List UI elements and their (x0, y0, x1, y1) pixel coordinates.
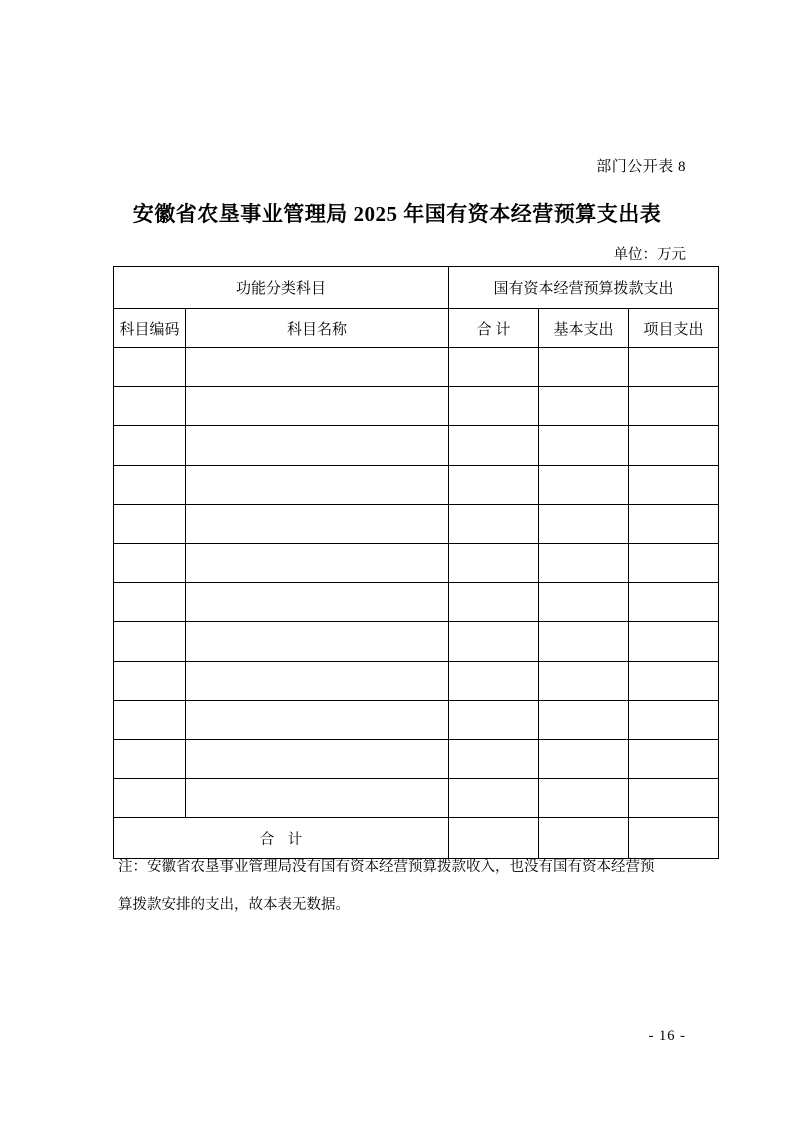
column-header-name: 科目名称 (186, 309, 449, 348)
cell-total (449, 387, 539, 426)
table-row (114, 622, 719, 661)
cell-code (114, 543, 186, 582)
cell-basic (539, 426, 629, 465)
table-row (114, 779, 719, 818)
table-row (114, 543, 719, 582)
cell-basic (539, 583, 629, 622)
cell-project (629, 739, 719, 778)
cell-total (449, 504, 539, 543)
table-row (114, 387, 719, 426)
note-line-1: 注：安徽省农垦事业管理局没有国有资本经营预算拨款收入，也没有国有资本经营预 (118, 859, 655, 875)
cell-project (629, 661, 719, 700)
cell-project (629, 700, 719, 739)
cell-name (186, 465, 449, 504)
cell-project (629, 583, 719, 622)
cell-name (186, 622, 449, 661)
total-row-label: 合 计 (114, 818, 449, 859)
column-header-total: 合 计 (449, 309, 539, 348)
cell-name (186, 504, 449, 543)
table-header-row (114, 309, 719, 348)
table-note (118, 848, 722, 924)
unit-label: 单位：万元 (613, 247, 686, 263)
cell-project (629, 622, 719, 661)
cell-project (629, 543, 719, 582)
cell-code (114, 661, 186, 700)
table-row (114, 465, 719, 504)
cell-name (186, 387, 449, 426)
cell-code (114, 504, 186, 543)
cell-name (186, 543, 449, 582)
cell-basic (539, 543, 629, 582)
budget-table (113, 266, 719, 859)
cell-total (449, 583, 539, 622)
cell-code (114, 348, 186, 387)
cell-name (186, 426, 449, 465)
page-number: - 16 - (648, 1028, 686, 1044)
table-row (114, 583, 719, 622)
cell-basic (539, 387, 629, 426)
table-row (114, 739, 719, 778)
cell-basic (539, 504, 629, 543)
cell-basic (539, 348, 629, 387)
cell-code (114, 465, 186, 504)
cell-total (449, 661, 539, 700)
group-header-state-capital-expenditure: 国有资本经营预算拨款支出 (449, 267, 719, 309)
cell-code (114, 779, 186, 818)
cell-basic (539, 661, 629, 700)
cell-code (114, 622, 186, 661)
cell-project (629, 465, 719, 504)
table-group-header-row (114, 267, 719, 309)
cell-total (449, 700, 539, 739)
cell-name (186, 661, 449, 700)
cell-project (629, 779, 719, 818)
cell-name (186, 583, 449, 622)
cell-project (629, 504, 719, 543)
cell-code (114, 583, 186, 622)
cell-total (449, 779, 539, 818)
cell-code (114, 739, 186, 778)
cell-project (629, 348, 719, 387)
cell-basic (539, 739, 629, 778)
cell-total (449, 465, 539, 504)
table-row (114, 661, 719, 700)
column-header-basic: 基本支出 (539, 309, 629, 348)
cell-name (186, 700, 449, 739)
cell-code (114, 387, 186, 426)
cell-total (449, 348, 539, 387)
cell-basic (539, 465, 629, 504)
cell-project (629, 426, 719, 465)
table-row (114, 504, 719, 543)
cell-code (114, 700, 186, 739)
table-row (114, 700, 719, 739)
cell-basic (539, 622, 629, 661)
note-line-2: 算拨款安排的支出，故本表无数据。 (118, 897, 350, 913)
cell-name (186, 348, 449, 387)
page-title: 安徽省农垦事业管理局 2025 年国有资本经营预算支出表 (132, 202, 662, 226)
table-row (114, 426, 719, 465)
cell-basic (539, 779, 629, 818)
column-header-code: 科目编码 (114, 309, 186, 348)
table-row (114, 348, 719, 387)
group-header-functional-category: 功能分类科目 (114, 267, 449, 309)
cell-total (449, 426, 539, 465)
cell-total (449, 543, 539, 582)
cell-total (449, 739, 539, 778)
cell-basic (539, 700, 629, 739)
cell-name (186, 739, 449, 778)
form-label: 部门公开表 8 (596, 159, 686, 175)
cell-code (114, 426, 186, 465)
cell-project (629, 387, 719, 426)
column-header-project: 项目支出 (629, 309, 719, 348)
cell-total (449, 622, 539, 661)
cell-name (186, 779, 449, 818)
